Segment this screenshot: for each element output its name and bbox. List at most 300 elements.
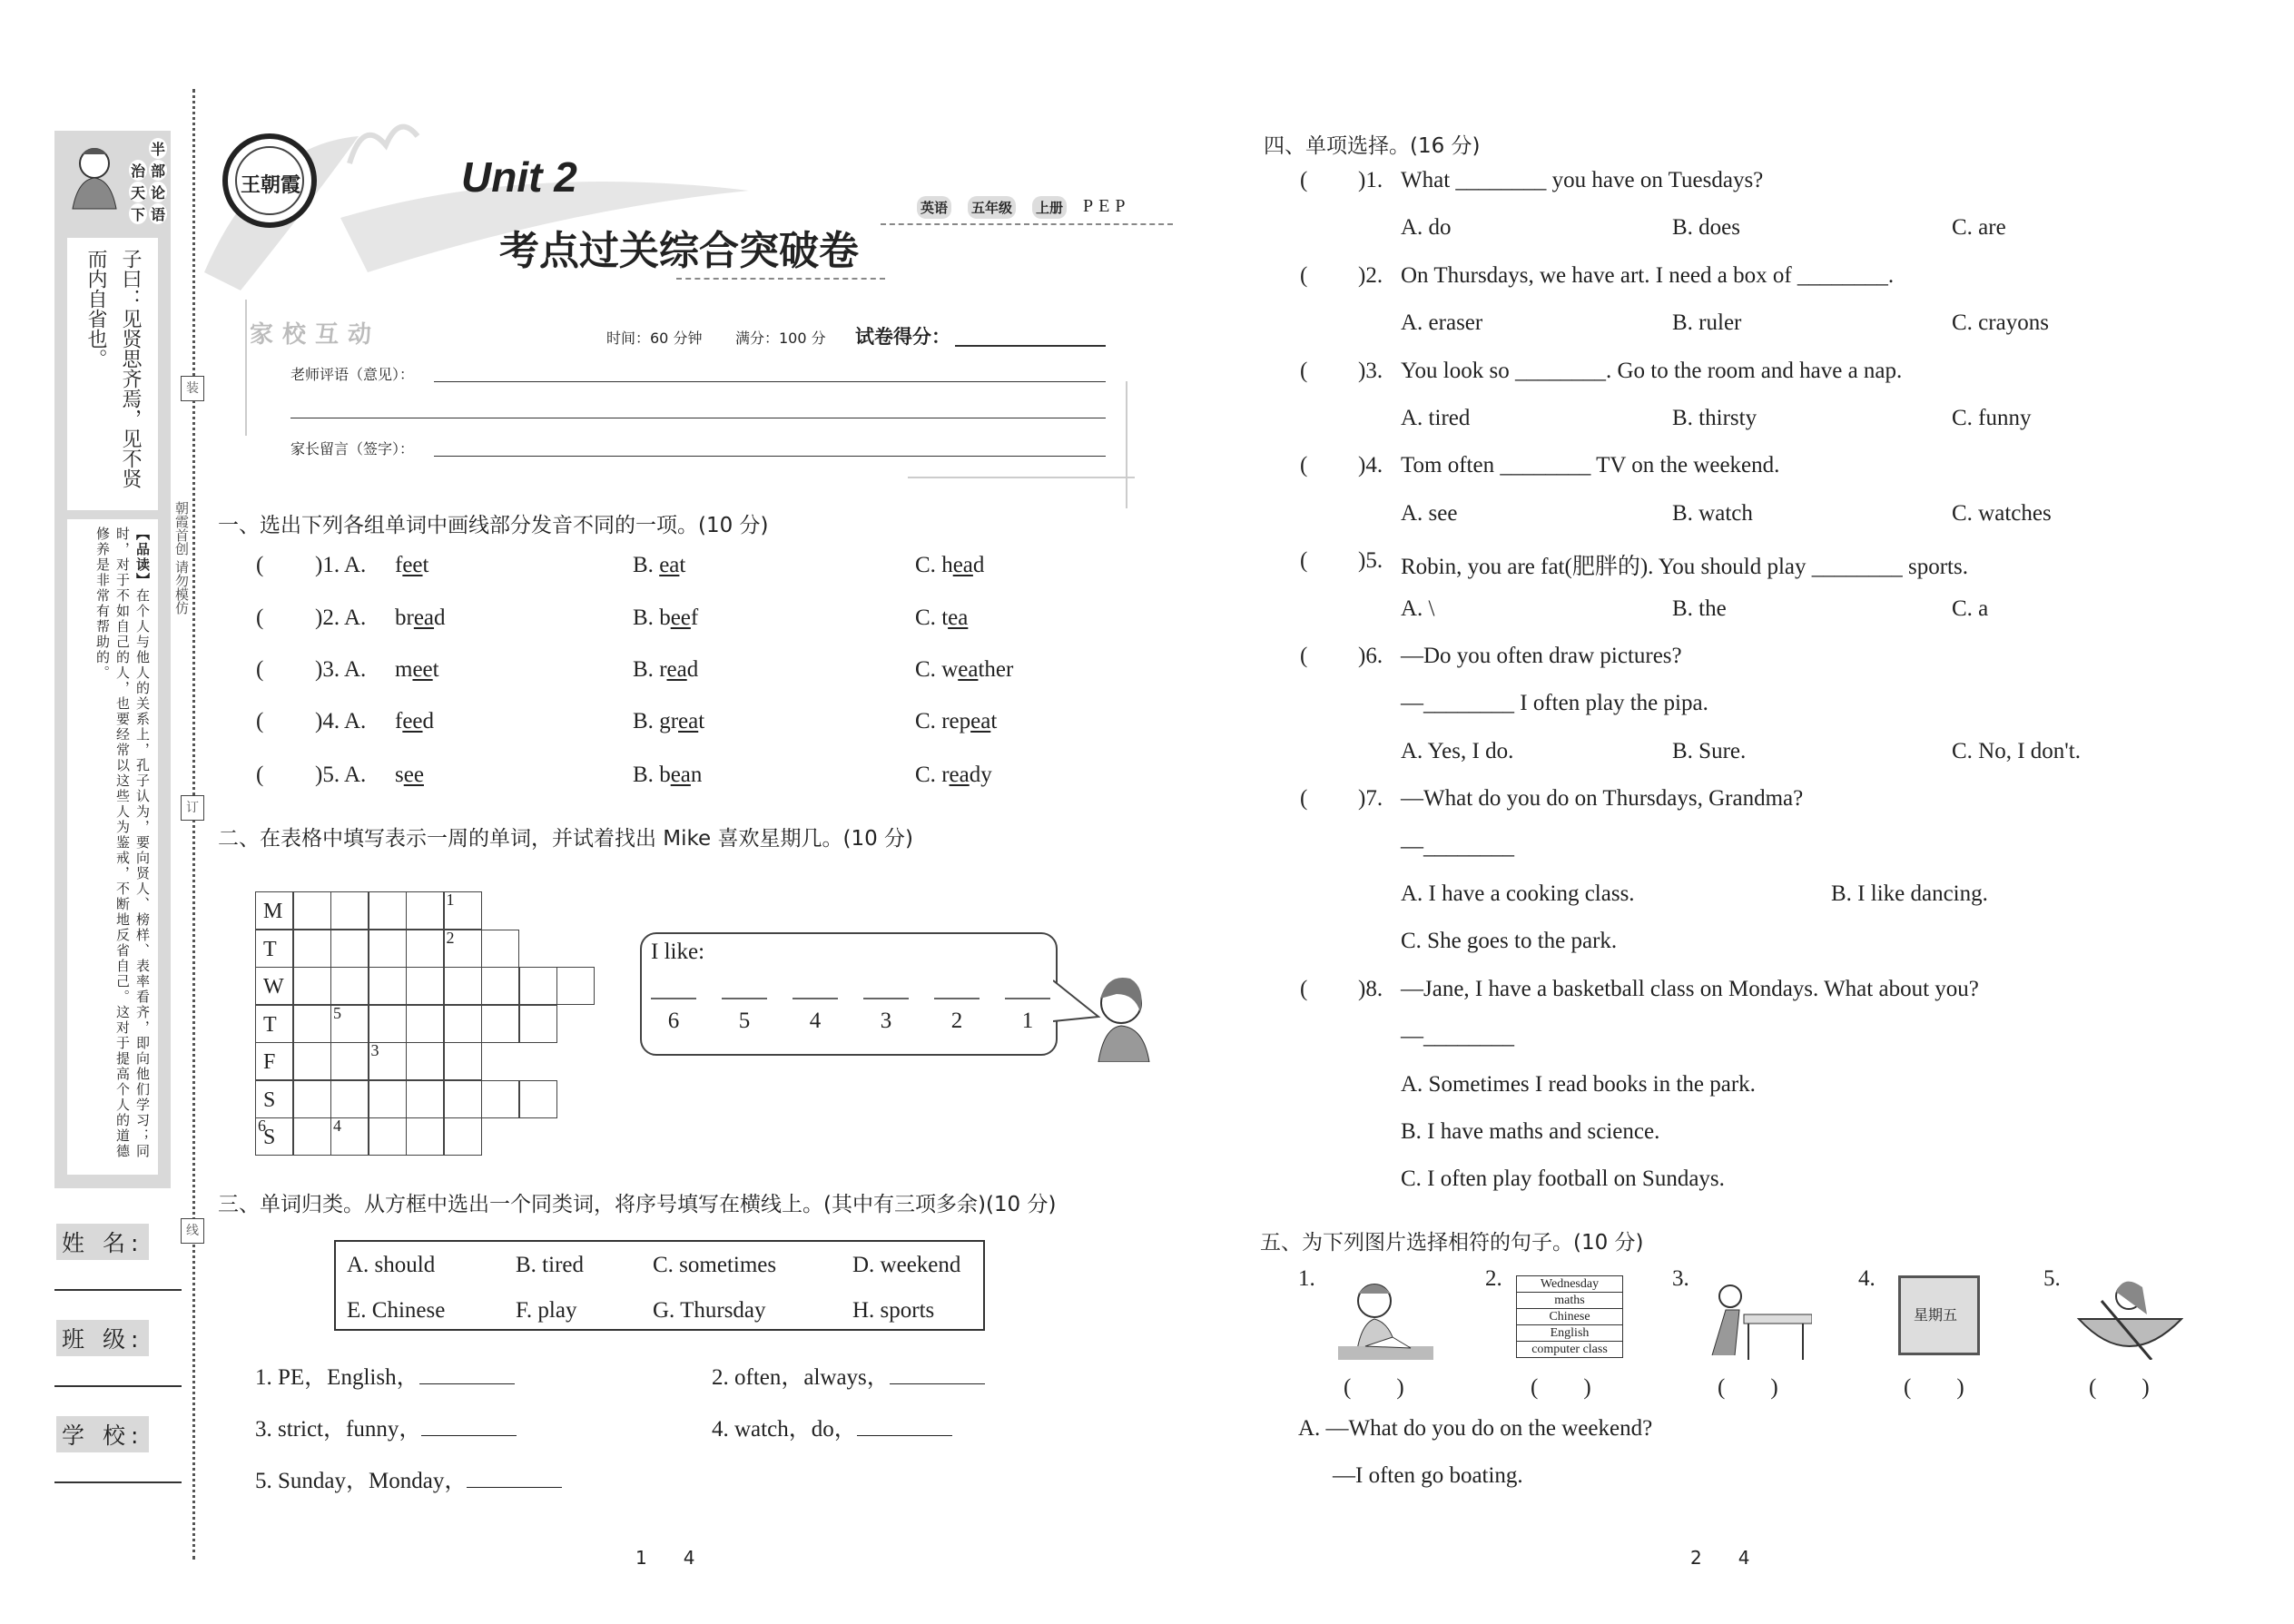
answer-paren[interactable]: ( ) bbox=[1344, 1375, 1404, 1400]
option-letter: C. bbox=[915, 605, 942, 630]
option: A. do bbox=[1401, 215, 1452, 241]
answer-paren[interactable]: ( bbox=[1300, 786, 1308, 812]
answer-a-question: A. —What do you do on the weekend? bbox=[1298, 1416, 1653, 1441]
option-word bbox=[395, 709, 434, 734]
option-letter: B. bbox=[633, 763, 660, 787]
word-part: f bbox=[395, 553, 403, 577]
word-bank-item: H. sports bbox=[852, 1298, 935, 1323]
answer-paren[interactable]: ( bbox=[256, 657, 264, 682]
option: B. the bbox=[1672, 595, 1727, 621]
answer-blank[interactable] bbox=[857, 1415, 952, 1436]
blank-number: 2 bbox=[950, 1009, 963, 1033]
blank-number: 4 bbox=[809, 1009, 822, 1033]
quote-line-2: 而内自省也。 bbox=[84, 249, 107, 369]
question-number: )3. bbox=[1358, 358, 1383, 383]
option-word bbox=[395, 763, 424, 788]
reading-body: 在个人与他人的关系上，孔子认为，要向贤人、榜样、表率看齐，即向他们学习；同时，对于不如自己的人，也要经常以这些人为鉴戒，不断地反省自己。这对于提高个人的道德修养是非常有帮助的。 bbox=[94, 527, 151, 1159]
answer-paren[interactable]: ( ) bbox=[1904, 1375, 1964, 1400]
dashed-decoration bbox=[676, 278, 885, 280]
crossword-cell[interactable] bbox=[293, 891, 331, 930]
crossword-cell[interactable] bbox=[406, 1005, 444, 1043]
clue-number: 2 bbox=[446, 928, 455, 947]
cut-mark: 装 bbox=[181, 376, 204, 401]
picture-number: 2. bbox=[1485, 1266, 1502, 1291]
crossword-letter-cell bbox=[255, 1117, 293, 1156]
crossword-cell[interactable] bbox=[444, 967, 482, 1005]
tag-volume: 上册 bbox=[1032, 196, 1067, 219]
underlined-part: ee bbox=[670, 605, 691, 630]
underlined-part: ea bbox=[666, 657, 687, 682]
answer-blank[interactable] bbox=[421, 1415, 517, 1436]
option-word bbox=[915, 553, 984, 578]
underlined-part: ee bbox=[403, 763, 424, 787]
option-word bbox=[633, 553, 685, 578]
class-field[interactable] bbox=[54, 1385, 182, 1387]
question-text: You look so ________. Go to the room and have a nap. bbox=[1401, 358, 1903, 383]
question-text: Robin, you are fat(肥胖的). You should play ________ sports. bbox=[1401, 555, 1968, 580]
timetable-row: computer class bbox=[1531, 1343, 1608, 1356]
timetable-row: Chinese bbox=[1517, 1309, 1622, 1325]
answer-paren[interactable]: ( bbox=[1300, 168, 1308, 192]
crossword-cell[interactable] bbox=[444, 1080, 482, 1118]
blank-number: 1 bbox=[1021, 1009, 1034, 1033]
category-item bbox=[255, 1462, 562, 1495]
crossword-cell[interactable] bbox=[444, 1117, 482, 1156]
word-bank-item: F. play bbox=[516, 1298, 577, 1323]
row-letter: S bbox=[263, 1126, 276, 1149]
word-part: dy bbox=[969, 763, 992, 787]
option: C. She goes to the park. bbox=[1401, 929, 1618, 954]
option-word bbox=[915, 709, 997, 734]
row-letter: M bbox=[263, 900, 283, 923]
word-bank-item: C. sometimes bbox=[653, 1253, 777, 1277]
word-part: s bbox=[395, 763, 404, 787]
crossword-cell[interactable] bbox=[293, 1005, 331, 1043]
question-text: —________ bbox=[1401, 833, 1514, 859]
option: C. watches bbox=[1952, 500, 2052, 526]
answer-paren[interactable]: ( bbox=[256, 605, 264, 630]
answer-paren[interactable]: ( bbox=[1300, 262, 1308, 288]
crossword-letter-cell bbox=[255, 967, 293, 1005]
blank-line[interactable] bbox=[863, 998, 909, 999]
tag-grade: 五年级 bbox=[968, 196, 1016, 219]
tag-subject: 英语 bbox=[917, 196, 951, 219]
time-limit: 时间：60 分钟 bbox=[606, 330, 703, 347]
question-number: )3. A. bbox=[315, 657, 367, 682]
crossword-cell[interactable] bbox=[481, 1080, 519, 1118]
option-letter: B. bbox=[633, 553, 660, 577]
option-word bbox=[395, 657, 439, 683]
blank-line[interactable] bbox=[1005, 998, 1050, 999]
option-word bbox=[915, 763, 992, 788]
dashed-decoration bbox=[881, 223, 1173, 225]
answer-blank[interactable] bbox=[890, 1363, 985, 1384]
crossword-cell[interactable] bbox=[444, 930, 482, 968]
item-text: 3. strict，funny， bbox=[255, 1417, 422, 1442]
girl-ping-pong-icon bbox=[1703, 1274, 1812, 1360]
crossword-letter-cell bbox=[255, 1080, 293, 1118]
blank-line[interactable] bbox=[651, 998, 696, 999]
word-bank-item: E. Chinese bbox=[347, 1298, 446, 1323]
picture-number: 3. bbox=[1672, 1266, 1689, 1291]
section1-heading: 一、选出下列各组单词中画线部分发音不同的一项。(10 分) bbox=[218, 514, 769, 537]
option: B. I like dancing. bbox=[1831, 881, 1988, 906]
option: B. thirsty bbox=[1672, 406, 1757, 430]
crossword-cell[interactable] bbox=[444, 1005, 482, 1043]
speech-bubble bbox=[640, 932, 1058, 1056]
item-text: 5. Sunday，Monday， bbox=[255, 1469, 468, 1493]
answer-paren[interactable]: ( ) bbox=[2089, 1375, 2150, 1400]
word-part: h bbox=[941, 553, 953, 577]
crossword-cell[interactable] bbox=[369, 1005, 407, 1043]
crossword-cell[interactable] bbox=[444, 1042, 482, 1080]
binding-line bbox=[192, 89, 195, 1560]
option: C. funny bbox=[1952, 406, 2032, 430]
timetable-row: English bbox=[1517, 1325, 1622, 1342]
row-letter: S bbox=[263, 1088, 276, 1112]
word-part: d bbox=[434, 605, 446, 630]
answer-paren[interactable]: ( bbox=[1300, 358, 1308, 383]
clue-number: 4 bbox=[333, 1117, 341, 1135]
question-text: —Jane, I have a basketball class on Mondays. What about you? bbox=[1401, 976, 1979, 1001]
crossword-cell[interactable] bbox=[330, 891, 369, 930]
crossword-cell[interactable] bbox=[481, 1005, 519, 1043]
blank-line[interactable] bbox=[934, 998, 980, 999]
parent-comment-label: 家长留言（签字）： bbox=[290, 440, 415, 458]
question-number: )1. A. bbox=[315, 553, 367, 577]
word-part: f bbox=[690, 605, 699, 630]
crossword-cell[interactable] bbox=[406, 891, 444, 930]
teacher-comment-field[interactable] bbox=[434, 381, 1106, 382]
answer-blank[interactable] bbox=[793, 998, 838, 1034]
question-text: On Thursdays, we have art. I need a box of ________. bbox=[1401, 262, 1895, 288]
word-bank-box bbox=[334, 1240, 985, 1331]
underlined-part: ea bbox=[948, 605, 969, 630]
word-part: m bbox=[395, 657, 413, 682]
timetable-row: Wednesday bbox=[1517, 1276, 1622, 1293]
word-part: f bbox=[395, 709, 403, 733]
answer-a-response: —I often go boating. bbox=[1333, 1463, 1523, 1488]
option: C. No, I don't. bbox=[1952, 738, 2082, 763]
word-bank-item: G. Thursday bbox=[653, 1298, 766, 1323]
crossword-cell[interactable] bbox=[293, 930, 331, 968]
bubble-label: I like: bbox=[651, 940, 705, 964]
answer-paren[interactable]: ( ) bbox=[1718, 1375, 1778, 1400]
underlined-part: ea bbox=[958, 657, 979, 682]
option: C. I often play football on Sundays. bbox=[1401, 1166, 1725, 1192]
calendar-text: 星期五 bbox=[1914, 1306, 1958, 1324]
tag-edition: PEP bbox=[1083, 196, 1131, 216]
category-item bbox=[712, 1359, 985, 1392]
section4-heading: 四、单项选择。(16 分) bbox=[1264, 134, 1481, 158]
word-part: ther bbox=[978, 657, 1014, 682]
word-part: r bbox=[659, 657, 667, 682]
question-number: )6. bbox=[1358, 644, 1383, 668]
answer-paren[interactable]: ( bbox=[256, 763, 264, 787]
answer-blank[interactable] bbox=[419, 1363, 515, 1384]
section5-heading: 五、为下列图片选择相符的句子。(10 分) bbox=[1260, 1231, 1644, 1255]
full-score: 满分：100 分 bbox=[735, 330, 826, 347]
option: A. I have a cooking class. bbox=[1401, 881, 1635, 906]
crossword-cell[interactable] bbox=[330, 1042, 369, 1080]
crossword-cell[interactable] bbox=[369, 1042, 407, 1080]
crossword-cell[interactable] bbox=[406, 1117, 444, 1156]
word-part: br bbox=[395, 605, 414, 630]
option-word bbox=[633, 657, 698, 683]
underlined-part: ea bbox=[678, 709, 699, 733]
crossword-cell[interactable] bbox=[481, 930, 519, 968]
crossword-cell[interactable] bbox=[444, 891, 482, 930]
crossword-cell[interactable] bbox=[406, 1080, 444, 1118]
underlined-part: ea bbox=[670, 763, 691, 787]
crossword-cell[interactable] bbox=[293, 1080, 331, 1118]
blank-line[interactable] bbox=[722, 998, 767, 999]
answer-blank[interactable] bbox=[934, 998, 980, 1034]
option: A. tired bbox=[1401, 406, 1471, 430]
word-part: t bbox=[990, 709, 998, 733]
motto-char: 部 bbox=[149, 160, 167, 181]
answer-blanks bbox=[651, 998, 1050, 1034]
answer-blank[interactable] bbox=[1005, 998, 1050, 1034]
question-text: —________ bbox=[1401, 1024, 1514, 1049]
item-text: 2. often，always， bbox=[712, 1365, 890, 1390]
score-label: 试卷得分： bbox=[855, 326, 950, 348]
confucius-figure-icon bbox=[60, 138, 123, 211]
item-text: 4. watch，do， bbox=[712, 1417, 857, 1442]
boy-reading-icon bbox=[1329, 1274, 1438, 1360]
word-part: t bbox=[941, 605, 949, 630]
row-letter: F bbox=[263, 1050, 276, 1074]
option-word bbox=[633, 763, 702, 788]
motto-char: 下 bbox=[129, 203, 147, 224]
option: A. \ bbox=[1401, 595, 1435, 621]
blank-number: 6 bbox=[667, 1009, 680, 1033]
question-number: )2. bbox=[1358, 262, 1383, 288]
unit-label: Unit 2 bbox=[461, 153, 577, 201]
answer-paren[interactable]: ( bbox=[1300, 644, 1308, 668]
crossword-cell[interactable] bbox=[406, 1042, 444, 1080]
answer-paren[interactable]: ( bbox=[256, 553, 264, 577]
answer-paren[interactable]: ( ) bbox=[1531, 1375, 1591, 1400]
answer-blank[interactable] bbox=[467, 1467, 562, 1488]
underlined-part: ea bbox=[659, 553, 680, 577]
option-word bbox=[395, 605, 446, 631]
logo-text: 王朝霞 bbox=[241, 173, 301, 197]
crossword-cell[interactable] bbox=[519, 1005, 557, 1043]
crossword-letter-cell bbox=[255, 930, 293, 968]
girl-boating-icon bbox=[2074, 1274, 2183, 1360]
option-word bbox=[915, 657, 1013, 683]
reading-panel bbox=[67, 519, 158, 1175]
option: A. Yes, I do. bbox=[1401, 738, 1514, 763]
answer-paren[interactable]: ( bbox=[256, 709, 264, 733]
sidebar-panel bbox=[54, 131, 171, 1188]
underlined-part: ea bbox=[949, 763, 970, 787]
option-word bbox=[633, 605, 698, 631]
crossword-cell[interactable] bbox=[369, 1117, 407, 1156]
boy-mike-icon bbox=[1053, 962, 1153, 1062]
motto-char: 论 bbox=[149, 182, 167, 202]
crossword-cell[interactable] bbox=[406, 967, 444, 1005]
question-number: )1. bbox=[1358, 168, 1383, 192]
option: B. watch bbox=[1672, 500, 1753, 526]
word-part: d bbox=[972, 553, 985, 577]
crossword-cell[interactable] bbox=[330, 1080, 369, 1118]
motto-char: 天 bbox=[129, 182, 147, 202]
option: C. crayons bbox=[1952, 310, 2049, 336]
option: B. I have maths and science. bbox=[1401, 1119, 1660, 1144]
picture-number: 1. bbox=[1298, 1266, 1315, 1291]
underlined-part: ea bbox=[413, 605, 435, 630]
crossword-cell[interactable] bbox=[556, 967, 595, 1005]
picture-number: 5. bbox=[2043, 1266, 2061, 1291]
blank-number: 3 bbox=[880, 1009, 892, 1033]
word-part: b bbox=[659, 605, 671, 630]
item-text: 1. PE，English， bbox=[255, 1365, 419, 1390]
brand-logo bbox=[222, 133, 317, 228]
option: B. does bbox=[1672, 215, 1740, 241]
crossword-cell[interactable] bbox=[369, 891, 407, 930]
option-word bbox=[915, 605, 968, 631]
blank-number: 5 bbox=[738, 1009, 751, 1033]
option-word bbox=[633, 709, 704, 734]
word-part: t bbox=[698, 709, 705, 733]
crossword-letter-cell bbox=[255, 1005, 293, 1043]
quote-line-1: 子曰：见贤思齐焉，见不贤 bbox=[119, 249, 142, 488]
option: B. Sure. bbox=[1672, 738, 1747, 763]
quote-panel bbox=[67, 238, 158, 510]
word-part: t bbox=[679, 553, 686, 577]
underlined-part: ee bbox=[402, 709, 423, 733]
answer-blank[interactable] bbox=[863, 998, 909, 1034]
clue-number: 1 bbox=[446, 891, 455, 909]
crossword-cell[interactable] bbox=[519, 967, 557, 1005]
reading-text bbox=[93, 527, 153, 1162]
crossword-letter-cell bbox=[255, 1042, 293, 1080]
word-part: t bbox=[432, 657, 439, 682]
crossword-cell[interactable] bbox=[293, 1042, 331, 1080]
word-part: gr bbox=[659, 709, 679, 733]
row-letter: W bbox=[263, 975, 284, 999]
crossword-cell[interactable] bbox=[406, 930, 444, 968]
option: A. see bbox=[1401, 500, 1458, 526]
answer-paren[interactable]: ( bbox=[1300, 548, 1308, 574]
subject-tags bbox=[917, 196, 1131, 219]
option: B. ruler bbox=[1672, 310, 1742, 336]
option-letter: C. bbox=[915, 553, 942, 577]
option: A. eraser bbox=[1401, 310, 1483, 336]
calendar-icon bbox=[1898, 1275, 1980, 1355]
crossword-cell[interactable] bbox=[330, 1005, 369, 1043]
word-bank-item: B. tired bbox=[516, 1253, 584, 1277]
clue-number: 5 bbox=[333, 1003, 341, 1022]
word-part: t bbox=[422, 553, 429, 577]
word-bank-item: D. weekend bbox=[852, 1253, 961, 1277]
word-part: w bbox=[941, 657, 959, 682]
underlined-part: ee bbox=[412, 657, 433, 682]
question-text: —________ I often play the pipa. bbox=[1401, 691, 1708, 716]
option-word bbox=[395, 553, 428, 578]
crossword-cell[interactable] bbox=[293, 1117, 331, 1156]
crossword-cell[interactable] bbox=[481, 967, 519, 1005]
option: A. Sometimes I read books in the park. bbox=[1401, 1071, 1756, 1097]
word-part: d bbox=[686, 657, 699, 682]
section3-heading: 三、单词归类。从方框中选出一个同类词，将序号填写在横线上。(其中有三项多余)(10 分) bbox=[218, 1193, 1057, 1216]
option-letter: C. bbox=[915, 709, 942, 733]
page-number-right: 2 4 bbox=[1690, 1547, 1750, 1569]
option-letter: C. bbox=[915, 763, 942, 787]
answer-paren[interactable]: ( bbox=[1300, 976, 1308, 1001]
question-number: )2. A. bbox=[315, 605, 367, 630]
motto-char: 治 bbox=[129, 160, 147, 181]
row-letter: T bbox=[263, 937, 277, 961]
category-item bbox=[255, 1411, 517, 1443]
parent-comment-field[interactable] bbox=[434, 456, 1106, 457]
answer-blank[interactable] bbox=[722, 998, 767, 1034]
cut-mark: 线 bbox=[181, 1218, 204, 1244]
word-bank-item: A. should bbox=[347, 1253, 436, 1277]
crossword-cell[interactable] bbox=[330, 930, 369, 968]
option-letter: C. bbox=[915, 657, 942, 682]
word-part: rep bbox=[941, 709, 971, 733]
crossword-cell[interactable] bbox=[330, 967, 369, 1005]
copyright-notice: 朝霞首创 请勿模仿 bbox=[173, 501, 190, 615]
category-item bbox=[255, 1359, 515, 1392]
page-number-left: 1 4 bbox=[635, 1547, 695, 1569]
question-text: What ________ you have on Tuesdays? bbox=[1401, 168, 1764, 192]
word-part: b bbox=[659, 763, 671, 787]
crossword-cell[interactable] bbox=[369, 1080, 407, 1118]
question-number: )5. A. bbox=[315, 763, 367, 787]
crossword-cell[interactable] bbox=[369, 967, 407, 1005]
frame-line bbox=[245, 300, 247, 436]
class-label: 班 级: bbox=[56, 1320, 149, 1356]
school-label: 学 校: bbox=[56, 1416, 149, 1452]
crossword-cell[interactable] bbox=[293, 967, 331, 1005]
underlined-part: ea bbox=[952, 553, 973, 577]
name-label: 姓 名: bbox=[56, 1224, 149, 1260]
motto-char: 半 bbox=[149, 138, 167, 159]
answer-paren[interactable]: ( bbox=[1300, 453, 1308, 478]
home-school-label: 家校互动 bbox=[250, 321, 381, 349]
section2-heading: 二、在表格中填写表示一周的单词，并试着找出 Mike 喜欢星期几。(10 分) bbox=[218, 827, 914, 851]
reading-label: 【品读】 bbox=[134, 527, 151, 588]
crossword-cell[interactable] bbox=[330, 1117, 369, 1156]
question-text: —Do you often draw pictures? bbox=[1401, 644, 1682, 668]
frame-line bbox=[1126, 381, 1127, 508]
school-field[interactable] bbox=[54, 1481, 182, 1483]
option-letter: B. bbox=[633, 709, 660, 733]
frame-line bbox=[908, 477, 1135, 478]
blank-line[interactable] bbox=[793, 998, 838, 999]
score-field[interactable] bbox=[955, 345, 1106, 347]
word-part: n bbox=[690, 763, 703, 787]
option: C. are bbox=[1952, 215, 2006, 241]
word-part: r bbox=[941, 763, 950, 787]
crossword-cell[interactable] bbox=[519, 1080, 557, 1118]
picture-number: 4. bbox=[1858, 1266, 1876, 1291]
question-number: )4. A. bbox=[315, 709, 367, 733]
underlined-part: ea bbox=[970, 709, 991, 733]
option-letter: B. bbox=[633, 657, 660, 682]
page-title: 考点过关综合突破卷 bbox=[499, 228, 859, 274]
name-field[interactable] bbox=[54, 1289, 182, 1291]
timetable-image bbox=[1516, 1275, 1623, 1358]
crossword-cell[interactable] bbox=[369, 930, 407, 968]
answer-blank[interactable] bbox=[651, 998, 696, 1034]
underlined-part: ee bbox=[402, 553, 423, 577]
question-text: Tom often ________ TV on the weekend. bbox=[1401, 453, 1780, 478]
